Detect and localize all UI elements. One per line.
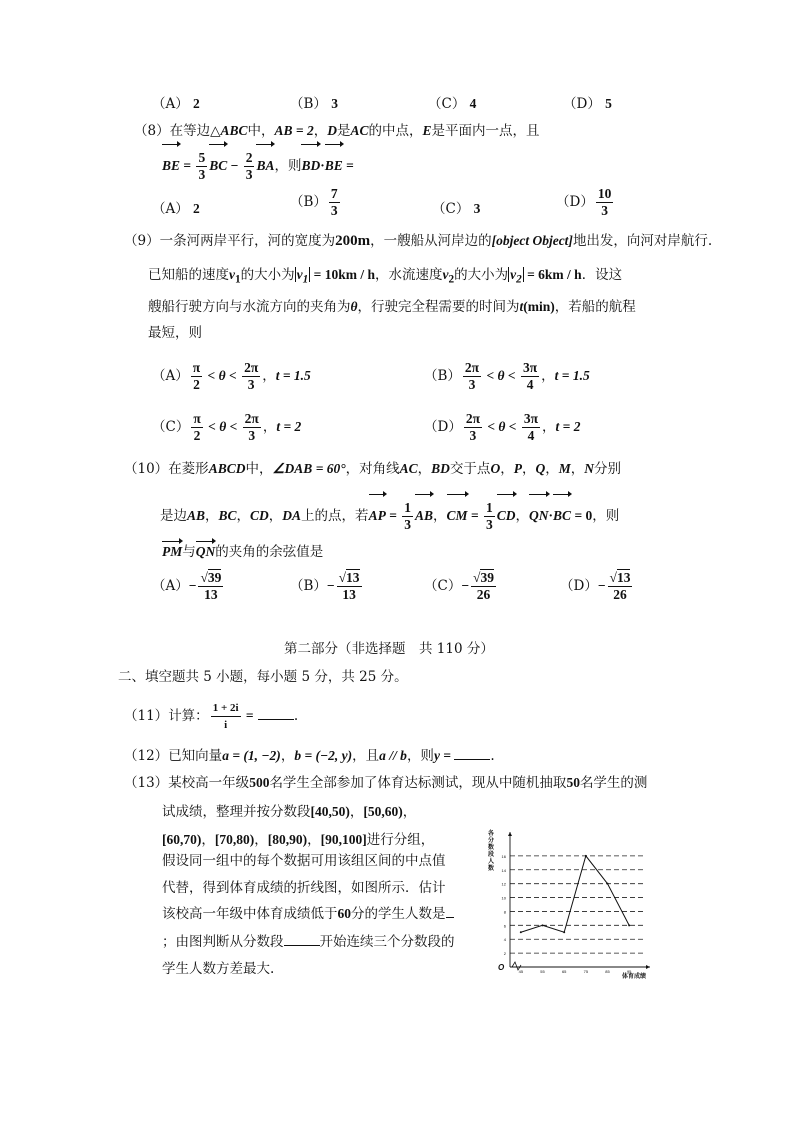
q9-option-a: （A） $\frac{\pi}{2}$ < θ < $\frac{2\pi}{3}$ ，t = 1.5 [152,360,311,392]
x-tick-label: 75 [583,969,589,974]
y-tick-label: 2 [503,951,506,957]
q12-answer-blank[interactable] [454,747,490,760]
y-tick-label: 4 [503,937,506,943]
chart-svg [478,825,658,985]
y-axis-arrow [508,832,512,836]
y-tick-label: 16 [501,853,506,859]
q10-line3: PM与QN的夹角的余弦值是 [162,544,324,560]
part2-heading: 第二部分（非选择题 共 110 分） [284,641,494,657]
x-tick-label: 45 [518,969,524,974]
q8-line1: （8）在等边△ABC中，AB = 2，D是AC的中点，E是平面内一点，且 [134,123,540,139]
q9-line2: 已知船的速度$v_1$的大小为 $v_1 = 10km / h$，水流速度$v_2$的大小为 $v_2 = 6km / h$．设这 [148,267,623,286]
data-point [628,924,630,926]
q11: （11）计算： $\frac{1 + 2i}{i}$ = . [124,702,299,731]
score-line-chart [478,825,658,985]
y-tick-label: 12 [501,881,506,887]
section2-heading: 二、填空题共 5 小题，每小题 5 分，共 25 分。 [118,669,408,685]
q13-line2: 试成绩，整理并按分数段[40,50)，[50,60)， [162,804,417,820]
q8-option-b: （B） $\frac{7}{3}$ [290,186,338,218]
y-tick-label: 10 [501,895,506,901]
y-axis-label-char: 人 [488,859,495,865]
q9-line1: （9）一条河两岸平行，河的宽度为200m，一艘船从河岸边的[object Object]地出发，向河对岸航行. [124,233,713,249]
y-tick-label: 6 [503,923,506,929]
x-tick-label: 85 [605,969,610,974]
x-tick-label: 65 [561,969,567,974]
q11-answer-blank[interactable] [258,707,294,720]
q13-line5: 代替，得到体育成绩的折线图，如图所示．估计 [162,880,446,896]
data-point [542,924,544,926]
q8-line2: BE = $\frac{5}{3}$ BC − $\frac{2}{3}$ BA，则BD·BE = [162,146,354,186]
q9-line4: 最短，则 [148,325,202,341]
q10-line1: （10）在菱形ABCD中，∠DAB = 60°，对角线AC，BD交于点O，P，Q，M，N分别 [124,461,621,477]
q13-line4: 假设同一组中的每个数据可用该组区间的中点值 [162,853,446,869]
data-point [607,883,609,885]
data-point [585,855,587,857]
origin-label: O [498,963,505,972]
y-axis-label-char: 数 [488,866,495,872]
q13-line1: （13）某校高一年级500名学生全部参加了体育达标测试，现从中随机抽取50名学生的测 [124,775,648,791]
q13-line3: [60,70)，[70,80)，[80,90)，[90,100]进行分组， [162,832,435,848]
q13-answer-blank-2[interactable] [284,933,320,946]
q13-answer-blank-1[interactable] [446,905,454,918]
data-point [520,931,522,933]
q10-option-a: （A）− $\frac{√39}{13}$ [152,570,222,602]
x-tick-label: 95 [626,969,632,974]
x-axis-arrow [646,965,650,969]
q9-option-d: （D） $\frac{2\pi}{3}$ < θ < $\frac{3\pi}{4}$ ，t = 2 [424,411,581,443]
data-point [563,931,565,933]
y-axis-label-char: 段 [488,852,495,858]
q13-line8: 学生人数方差最大. [162,961,275,977]
q13-line6: 该校高一年级中体育成绩低于60分的学生人数是 [162,905,454,923]
q12: （12）已知向量a = (1, −2)，b = (−2, y)，且a // b，则y = . [124,748,495,764]
q9-option-b: （B） $\frac{2\pi}{3}$ < θ < $\frac{3\pi}{4}$ ，t = 1.5 [424,360,590,392]
q8-option-a: （A） 2 [152,201,200,217]
series-line [521,856,629,932]
q10-line2: 是边AB，BC，CD，DA上的点，若AP = $\frac{1}{3}$ AB，CM = $\frac{1}{3}$ CD，QN·BC = 0，则 [160,496,619,536]
q7-option-d: （D） 5 [563,96,612,112]
q7-option-c: （C） 4 [428,96,477,112]
x-tick-label: 55 [540,969,545,974]
q7-option-b: （B） 3 [290,96,338,112]
y-axis-label-char: 各 [488,831,495,837]
q9-option-c: （C） $\frac{\pi}{2}$ < θ < $\frac{2\pi}{3}$ ，t = 2 [152,411,302,443]
y-axis-label-char: 分 [488,838,495,844]
y-tick-label: 14 [501,867,506,873]
y-tick-label: 8 [503,909,506,915]
q8-option-c: （C） 3 [432,201,481,217]
y-axis-label-char: 数 [488,845,495,851]
q13-line7: ；由图判断从分数段 开始连续三个分数段的 [162,934,455,950]
q10-option-c: （C）− $\frac{√39}{26}$ [424,570,494,602]
q7-option-a: （A） 2 [152,96,200,112]
q8-option-d: （D） $\frac{10}{3}$ [556,186,612,218]
q10-option-b: （B）− $\frac{√13}{13}$ [290,570,360,602]
x-axis-label: 体育成绩 [622,974,647,980]
q10-option-d: （D）− $\frac{√13}{26}$ [560,570,631,602]
q9-line3: 艘船行驶方向与水流方向的夹角为θ，行驶完全程需要的时间为t(min)，若船的航程 [148,299,636,315]
